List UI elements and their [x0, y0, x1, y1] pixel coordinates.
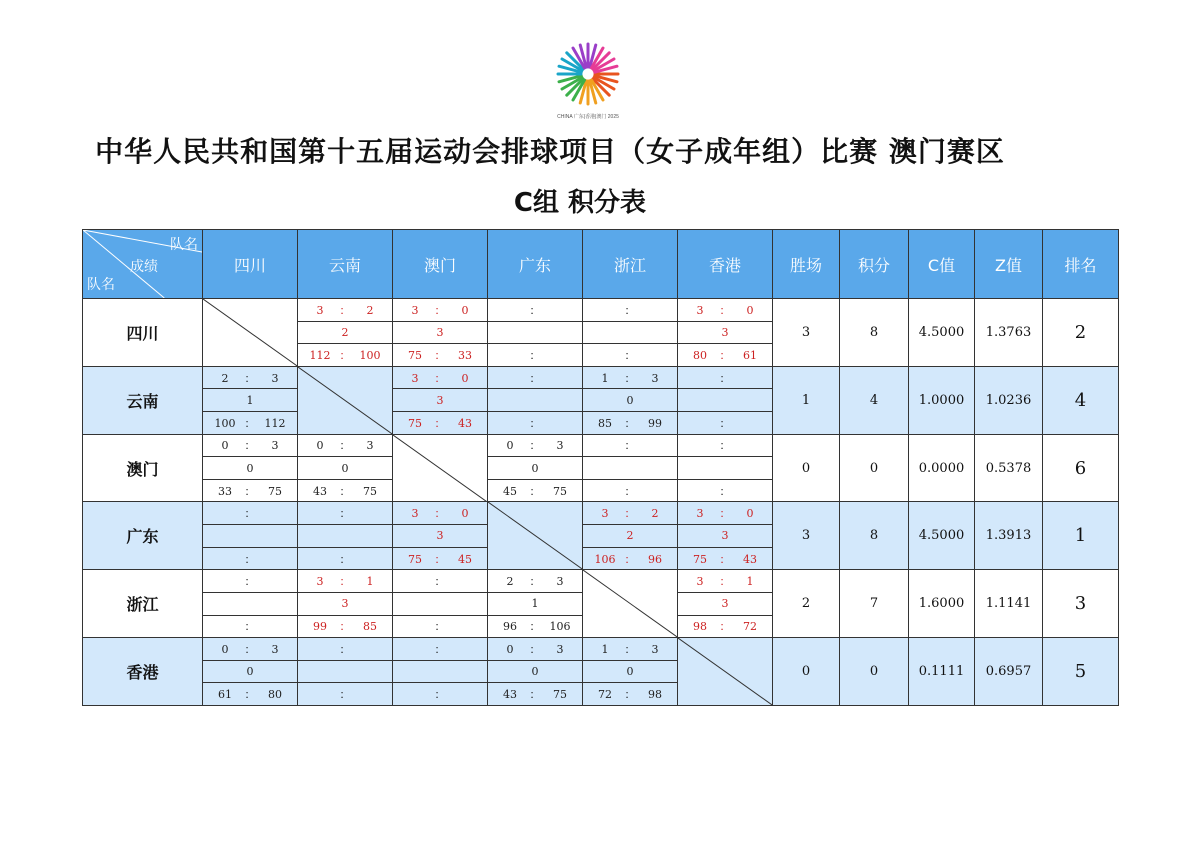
score-separator: ：: [624, 507, 636, 521]
score-away: 112: [264, 416, 286, 430]
rank-value: 6: [1043, 434, 1119, 502]
match-points: 1: [488, 592, 583, 615]
corner-label-team-top: 队名: [170, 237, 198, 253]
score-home: 75: [408, 349, 422, 363]
match-score: [298, 479, 393, 502]
score-away: 106: [549, 620, 571, 634]
table-row: [83, 570, 1119, 593]
match-points: [488, 389, 583, 412]
match-score: [488, 615, 583, 638]
score-away: 75: [553, 688, 567, 702]
score-separator: ：: [624, 688, 636, 702]
sets-away: 3: [271, 371, 279, 385]
sets-home: 0: [221, 642, 229, 656]
match-sets: [298, 502, 393, 525]
match-sets: [203, 638, 298, 661]
match-points: 0: [203, 660, 298, 683]
rank-value: 2: [1043, 299, 1119, 367]
score-separator: ：: [529, 484, 541, 498]
score-separator: ：: [624, 439, 636, 453]
sets-away: 1: [366, 575, 374, 589]
match-sets: [488, 570, 583, 593]
page-subtitle: C组 积分表: [513, 188, 647, 218]
sets-away: 2: [651, 507, 659, 521]
score-separator: ：: [339, 575, 351, 589]
match-score: [583, 547, 678, 570]
score-separator: ：: [719, 371, 731, 385]
score-away: 80: [268, 688, 282, 702]
match-sets: [203, 570, 298, 593]
sets-home: 3: [316, 303, 324, 317]
score-home: 112: [309, 349, 331, 363]
wins-value: 0: [773, 434, 840, 502]
sets-away: 3: [556, 439, 564, 453]
match-sets: [203, 366, 298, 389]
match-score: [393, 615, 488, 638]
table-body: [83, 299, 1119, 706]
score-home: 75: [408, 416, 422, 430]
match-points: 0: [488, 660, 583, 683]
z-value: 1.1141: [975, 570, 1043, 638]
self-match-cell: [393, 434, 488, 502]
c-value: 4.5000: [909, 299, 975, 367]
sets-home: 3: [411, 303, 419, 317]
self-match-cell: [203, 299, 298, 367]
score-separator: ：: [529, 642, 541, 656]
score-separator: ：: [339, 620, 351, 634]
sets-away: 0: [746, 507, 754, 521]
score-separator: ：: [624, 349, 636, 363]
score-separator: ：: [244, 416, 256, 430]
score-home: 33: [218, 484, 232, 498]
self-match-cell: [298, 366, 393, 434]
sets-away: 0: [746, 303, 754, 317]
match-score: [393, 412, 488, 435]
score-separator: ：: [529, 688, 541, 702]
match-points: 3: [678, 321, 773, 344]
score-away: 100: [359, 349, 381, 363]
rank-value: 5: [1043, 638, 1119, 706]
z-value: 0.6957: [975, 638, 1043, 706]
match-points: [678, 457, 773, 480]
sets-home: 2: [221, 371, 229, 385]
match-score: [488, 412, 583, 435]
score-away: 96: [648, 552, 662, 566]
match-sets: [393, 502, 488, 525]
match-points: [393, 660, 488, 683]
score-away: 61: [743, 349, 757, 363]
sets-home: 1: [601, 642, 609, 656]
score-separator: ：: [719, 620, 731, 634]
score-separator: ：: [434, 416, 446, 430]
match-score: [583, 479, 678, 502]
corner-label-score: 成绩: [130, 259, 158, 275]
score-home: 85: [598, 416, 612, 430]
column-header-stat: 积分: [840, 230, 909, 299]
score-away: 75: [268, 484, 282, 498]
match-points: 0: [583, 389, 678, 412]
points-value: 8: [840, 299, 909, 367]
match-points: 3: [393, 321, 488, 344]
sets-home: 0: [506, 642, 514, 656]
score-home: 61: [218, 688, 232, 702]
sets-home: 3: [411, 371, 419, 385]
score-separator: ：: [339, 303, 351, 317]
score-separator: ：: [624, 416, 636, 430]
match-points: 0: [298, 457, 393, 480]
diagonal-line: [488, 502, 582, 569]
match-score: [298, 615, 393, 638]
match-sets: [583, 366, 678, 389]
sets-home: 0: [506, 439, 514, 453]
match-points: 3: [393, 525, 488, 548]
match-sets: [678, 366, 773, 389]
match-sets: [203, 502, 298, 525]
score-separator: ：: [244, 620, 256, 634]
match-points: 3: [298, 592, 393, 615]
score-home: 98: [693, 620, 707, 634]
logo-petals-icon: [558, 44, 618, 104]
column-header-team: 浙江: [583, 230, 678, 299]
match-score: [393, 547, 488, 570]
match-score: [488, 479, 583, 502]
team-name: 浙江: [83, 570, 203, 638]
match-points: 3: [393, 389, 488, 412]
match-score: [488, 344, 583, 367]
match-score: [298, 344, 393, 367]
match-points: [203, 525, 298, 548]
wins-value: 2: [773, 570, 840, 638]
match-points: 2: [583, 525, 678, 548]
match-points: [298, 660, 393, 683]
table-row: [83, 502, 1119, 525]
score-separator: ：: [529, 371, 541, 385]
match-score: [203, 683, 298, 706]
score-separator: ：: [244, 507, 256, 521]
self-match-cell: [678, 638, 773, 706]
score-separator: ：: [339, 507, 351, 521]
match-sets: [678, 570, 773, 593]
column-header-team: 云南: [298, 230, 393, 299]
score-home: 106: [594, 552, 616, 566]
column-header-team: 澳门: [393, 230, 488, 299]
sets-away: 3: [366, 439, 374, 453]
match-score: [678, 344, 773, 367]
column-header-stat: C值: [909, 230, 975, 299]
match-points: [678, 389, 773, 412]
team-name: 广东: [83, 502, 203, 570]
sets-home: 1: [601, 371, 609, 385]
score-separator: ：: [434, 552, 446, 566]
score-home: 43: [503, 688, 517, 702]
match-sets: [203, 434, 298, 457]
column-header-stat: Z值: [975, 230, 1043, 299]
score-separator: ：: [624, 371, 636, 385]
score-away: 45: [458, 552, 472, 566]
score-home: 75: [408, 552, 422, 566]
points-value: 4: [840, 366, 909, 434]
score-separator: ：: [339, 349, 351, 363]
diagonal-line: [583, 570, 677, 637]
score-separator: ：: [244, 439, 256, 453]
score-separator: ：: [719, 552, 731, 566]
points-value: 8: [840, 502, 909, 570]
score-home: 96: [503, 620, 517, 634]
score-home: 43: [313, 484, 327, 498]
match-score: [583, 412, 678, 435]
page-title: 中华人民共和国第十五届运动会排球项目（女子成年组）比赛 澳门赛区: [95, 135, 1005, 168]
score-separator: ：: [624, 303, 636, 317]
match-score: [298, 547, 393, 570]
match-points: [583, 321, 678, 344]
score-separator: ：: [719, 484, 731, 498]
score-away: 33: [458, 349, 472, 363]
score-separator: ：: [339, 688, 351, 702]
score-home: 80: [693, 349, 707, 363]
score-separator: ：: [434, 688, 446, 702]
score-away: 75: [553, 484, 567, 498]
sets-away: 0: [461, 507, 469, 521]
match-sets: [298, 638, 393, 661]
header-row: [83, 230, 1119, 299]
score-separator: ：: [529, 349, 541, 363]
match-points: [393, 592, 488, 615]
match-score: [583, 344, 678, 367]
sets-away: 1: [746, 575, 754, 589]
score-separator: ：: [434, 507, 446, 521]
standings-table: [82, 229, 1119, 706]
score-away: 75: [363, 484, 377, 498]
score-separator: ：: [624, 552, 636, 566]
match-sets: [678, 502, 773, 525]
match-score: [393, 683, 488, 706]
match-sets: [583, 638, 678, 661]
match-score: [203, 547, 298, 570]
match-score: [203, 479, 298, 502]
points-value: 7: [840, 570, 909, 638]
sets-home: 2: [506, 575, 514, 589]
match-score: [203, 615, 298, 638]
match-points: 0: [203, 457, 298, 480]
match-sets: [393, 299, 488, 322]
table-row: [83, 638, 1119, 661]
score-separator: ：: [434, 371, 446, 385]
score-separator: ：: [624, 484, 636, 498]
c-value: 1.0000: [909, 366, 975, 434]
diagonal-line: [393, 435, 487, 502]
rank-value: 1: [1043, 502, 1119, 570]
sets-away: 3: [651, 371, 659, 385]
score-separator: ：: [434, 349, 446, 363]
column-header-stat: 胜场: [773, 230, 840, 299]
score-separator: ：: [719, 349, 731, 363]
self-match-cell: [488, 502, 583, 570]
corner-label-team-bottom: 队名: [87, 277, 115, 293]
column-header-stat: 排名: [1043, 230, 1119, 299]
c-value: 0.0000: [909, 434, 975, 502]
match-sets: [488, 299, 583, 322]
sets-home: 3: [601, 507, 609, 521]
team-name: 云南: [83, 366, 203, 434]
wins-value: 0: [773, 638, 840, 706]
table-row: [83, 434, 1119, 457]
wins-value: 3: [773, 299, 840, 367]
rank-value: 4: [1043, 366, 1119, 434]
score-separator: ：: [529, 303, 541, 317]
score-separator: ：: [719, 439, 731, 453]
match-points: [488, 321, 583, 344]
sets-home: 3: [696, 303, 704, 317]
match-points: [203, 592, 298, 615]
match-sets: [678, 299, 773, 322]
match-sets: [583, 502, 678, 525]
sets-away: 3: [651, 642, 659, 656]
match-score: [298, 683, 393, 706]
match-score: [678, 479, 773, 502]
score-separator: ：: [529, 575, 541, 589]
sets-home: 3: [696, 507, 704, 521]
score-separator: ：: [529, 439, 541, 453]
match-sets: [393, 638, 488, 661]
score-separator: ：: [244, 371, 256, 385]
score-separator: ：: [719, 416, 731, 430]
c-value: 0.1111: [909, 638, 975, 706]
score-away: 98: [648, 688, 662, 702]
column-header-team: 香港: [678, 230, 773, 299]
c-value: 4.5000: [909, 502, 975, 570]
match-score: [678, 615, 773, 638]
team-name: 澳门: [83, 434, 203, 502]
score-separator: ：: [434, 303, 446, 317]
points-value: 0: [840, 434, 909, 502]
score-separator: ：: [719, 507, 731, 521]
match-sets: [298, 570, 393, 593]
sets-home: 0: [316, 439, 324, 453]
match-points: 0: [488, 457, 583, 480]
diagonal-line: [678, 638, 772, 705]
score-separator: ：: [434, 575, 446, 589]
match-sets: [488, 638, 583, 661]
match-sets: [298, 299, 393, 322]
sets-away: 0: [461, 303, 469, 317]
points-value: 0: [840, 638, 909, 706]
column-header-team: 四川: [203, 230, 298, 299]
match-sets: [583, 299, 678, 322]
match-sets: [393, 570, 488, 593]
sets-home: 3: [411, 507, 419, 521]
score-separator: ：: [719, 575, 731, 589]
sets-away: 3: [271, 642, 279, 656]
sets-away: 3: [556, 575, 564, 589]
score-separator: ：: [339, 439, 351, 453]
score-separator: ：: [244, 552, 256, 566]
score-separator: ：: [434, 642, 446, 656]
match-points: 2: [298, 321, 393, 344]
z-value: 1.0236: [975, 366, 1043, 434]
match-sets: [583, 434, 678, 457]
score-separator: ：: [244, 642, 256, 656]
score-home: 45: [503, 484, 517, 498]
z-value: 1.3913: [975, 502, 1043, 570]
wins-value: 1: [773, 366, 840, 434]
sets-away: 3: [556, 642, 564, 656]
match-sets: [393, 366, 488, 389]
score-home: 99: [313, 620, 327, 634]
match-score: [678, 412, 773, 435]
score-home: 72: [598, 688, 612, 702]
score-home: 75: [693, 552, 707, 566]
self-match-cell: [583, 570, 678, 638]
wins-value: 3: [773, 502, 840, 570]
match-points: [298, 525, 393, 548]
match-sets: [298, 434, 393, 457]
diagonal-line: [298, 367, 392, 434]
match-score: [488, 683, 583, 706]
score-separator: ：: [339, 484, 351, 498]
score-separator: ：: [339, 642, 351, 656]
score-away: 43: [743, 552, 757, 566]
score-separator: ：: [529, 620, 541, 634]
score-separator: ：: [244, 484, 256, 498]
score-away: 85: [363, 620, 377, 634]
score-separator: ：: [244, 575, 256, 589]
score-away: 43: [458, 416, 472, 430]
sets-away: 3: [271, 439, 279, 453]
team-name: 四川: [83, 299, 203, 367]
match-score: [393, 344, 488, 367]
match-points: 1: [203, 389, 298, 412]
team-name: 香港: [83, 638, 203, 706]
match-score: [203, 412, 298, 435]
logo-text: CHINA 广东|香港|澳门 2025: [557, 114, 619, 120]
score-separator: ：: [244, 688, 256, 702]
match-points: 3: [678, 592, 773, 615]
score-separator: ：: [434, 620, 446, 634]
score-separator: ：: [339, 552, 351, 566]
games-logo: [552, 36, 624, 124]
z-value: 1.3763: [975, 299, 1043, 367]
z-value: 0.5378: [975, 434, 1043, 502]
c-value: 1.6000: [909, 570, 975, 638]
sets-home: 3: [316, 575, 324, 589]
diagonal-line: [203, 299, 297, 366]
rank-value: 3: [1043, 570, 1119, 638]
sets-home: 0: [221, 439, 229, 453]
score-separator: ：: [624, 642, 636, 656]
column-header-team: 广东: [488, 230, 583, 299]
sets-away: 2: [366, 303, 374, 317]
match-points: 3: [678, 525, 773, 548]
score-away: 99: [648, 416, 662, 430]
match-sets: [488, 434, 583, 457]
score-away: 72: [743, 620, 757, 634]
score-separator: ：: [529, 416, 541, 430]
table-row: [83, 366, 1119, 389]
corner-header: [83, 230, 203, 299]
match-score: [678, 547, 773, 570]
score-separator: ：: [719, 303, 731, 317]
match-sets: [488, 366, 583, 389]
score-home: 100: [214, 416, 236, 430]
match-points: 0: [583, 660, 678, 683]
table-row: [83, 299, 1119, 322]
match-sets: [678, 434, 773, 457]
match-points: [583, 457, 678, 480]
sets-away: 0: [461, 371, 469, 385]
sets-home: 3: [696, 575, 704, 589]
match-score: [583, 683, 678, 706]
